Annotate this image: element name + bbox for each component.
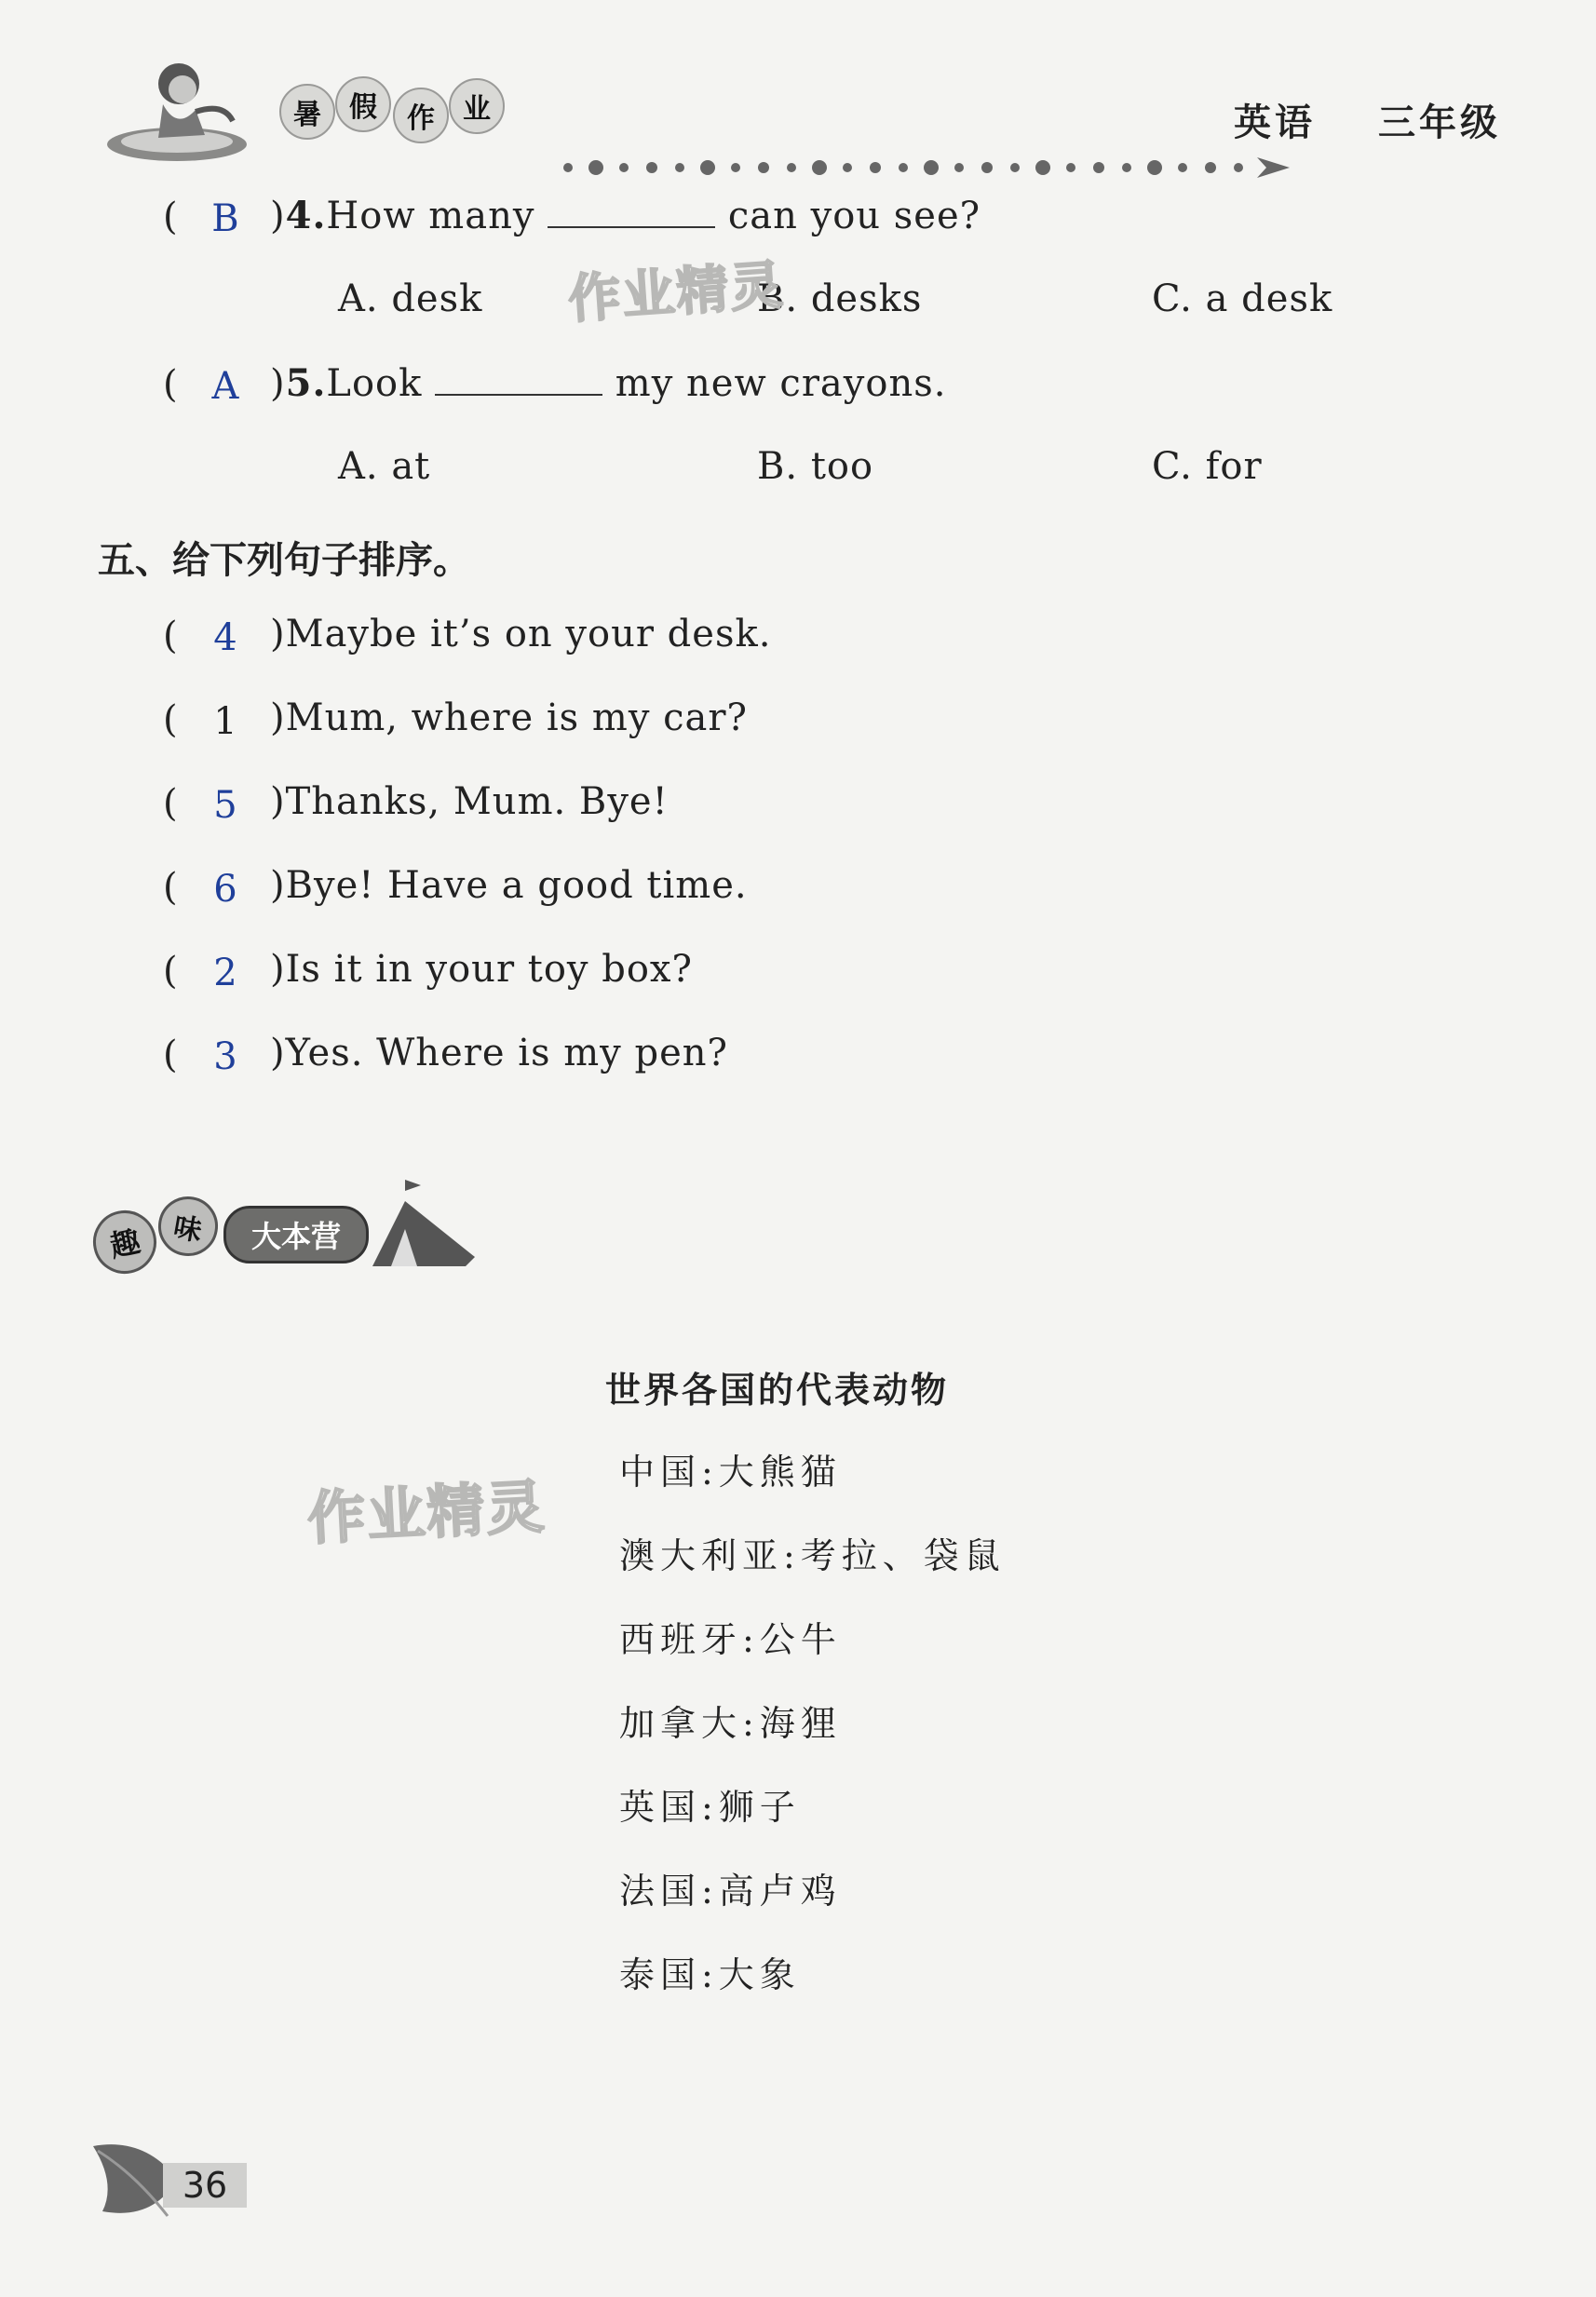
question-text-after: can you see? (727, 195, 981, 237)
open-paren: ( (163, 196, 178, 238)
order-sentence: )Mum, where is my car? (270, 696, 748, 739)
animal-entry: 加拿大:海狸 (619, 1703, 842, 1744)
subject-label: 英语 (1234, 101, 1316, 144)
page-number-block (88, 2137, 256, 2221)
question-text-before: Look (326, 362, 423, 405)
question-number: 4. (285, 194, 327, 237)
grade-label: 三年级 (1378, 101, 1501, 144)
watermark-text: 作业精灵 (566, 254, 787, 331)
animal-entry: 澳大利亚:考拉、袋鼠 (619, 1535, 1006, 1576)
animal-entry: 中国:大熊猫 (619, 1452, 842, 1493)
order-sentence: )Maybe it’s on your desk. (270, 613, 772, 655)
animals-title: 世界各国的代表动物 (605, 1370, 950, 1411)
animal-entry: 西班牙:公牛 (619, 1619, 842, 1660)
question-number: 5. (285, 361, 327, 405)
open-paren: ( (163, 866, 178, 909)
answer-q4: B (211, 197, 239, 240)
answer-blank (548, 198, 715, 228)
order-answer: 3 (213, 1035, 237, 1078)
open-paren: ( (163, 363, 178, 406)
dotted-arrow-divider (559, 154, 1294, 182)
brand-char-4: 业 (449, 78, 505, 134)
option-b: B. too (757, 445, 874, 488)
order-sentence: )Thanks, Mum. Bye! (270, 780, 669, 823)
option-b: B. desks (757, 277, 923, 320)
tent-icon (363, 1178, 484, 1271)
open-paren: ( (163, 1034, 178, 1076)
brand-char-2: 假 (335, 76, 391, 132)
brand-char-3: 作 (393, 88, 449, 143)
option-a: A. desk (338, 277, 483, 320)
fun-camp-banner (93, 1178, 484, 1280)
order-sentence: )Bye! Have a good time. (270, 864, 748, 907)
order-sentence: )Yes. Where is my pen? (270, 1032, 728, 1074)
option-a: A. at (338, 445, 431, 488)
question-5: )5.Look my new crayons. (270, 361, 947, 405)
order-answer: 5 (213, 784, 237, 827)
order-answer: 1 (213, 700, 237, 743)
animal-entry: 英国:狮子 (619, 1787, 801, 1828)
animal-entry: 法国:高卢鸡 (619, 1871, 842, 1912)
order-sentence: )Is it in your toy box? (270, 948, 693, 991)
banner-pill: 大本营 (223, 1206, 369, 1263)
open-paren: ( (163, 698, 178, 741)
brand-char-1: 暑 (279, 84, 335, 140)
animal-entry: 泰国:大象 (619, 1954, 801, 1995)
banner-char-1: 趣 (88, 1205, 163, 1280)
question-4: )4.How many can you see? (270, 194, 981, 237)
question-text-before: How many (326, 195, 535, 237)
answer-q5: A (211, 365, 239, 408)
section-title: 五、给下列句子排序。 (98, 539, 470, 582)
open-paren: ( (163, 950, 178, 993)
page-header (102, 56, 1536, 177)
order-answer: 6 (213, 868, 237, 911)
open-paren: ( (163, 615, 178, 657)
order-answer: 4 (213, 616, 237, 659)
option-c: C. a desk (1152, 277, 1333, 320)
question-text-after: my new crayons. (615, 362, 947, 405)
mascot-illustration (102, 56, 251, 168)
watermark-text: 作业精灵 (305, 1472, 548, 1553)
banner-char-2: 味 (154, 1192, 223, 1261)
answer-blank (435, 366, 602, 396)
page-number: 36 (163, 2163, 247, 2208)
order-answer: 2 (213, 952, 237, 994)
option-c: C. for (1152, 445, 1263, 488)
open-paren: ( (163, 782, 178, 825)
